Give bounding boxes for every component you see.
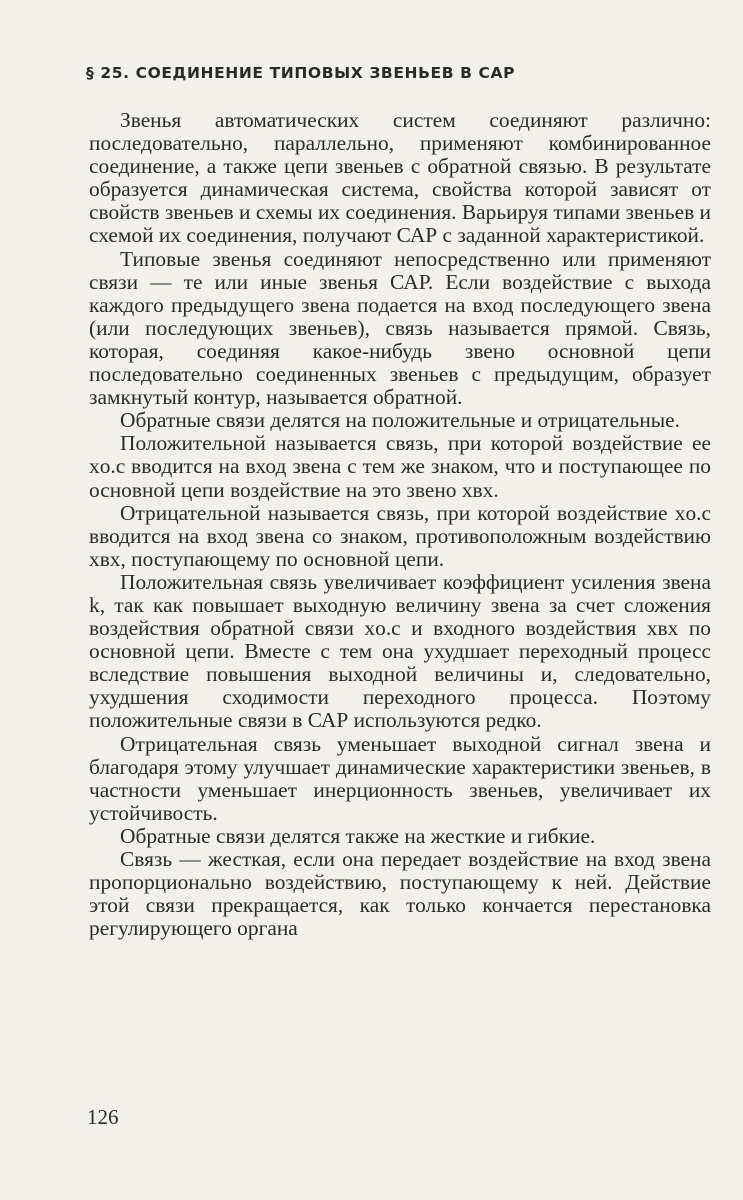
paragraph: Положительная связь увеличивает коэффициент усиления звена k, так как повышает выходную величину звена за счет сложения воздействия обратной связи xо.с и входного воздействия xвх по основной цепи. Вместе с тем она ухудшает переходный процесс вследствие повышения выходной величины и, следовательно, ухудшения сходимости переходного процесса. Поэтому положительные связи в САР используются редко. [89, 569, 711, 733]
paragraph: Типовые звенья соединяют непосредственно или применяют связи — те или иные звенья САР. Если воздействие с выхода каждого предыдущего звена подается на вход последующего звена (или последующих звеньев), связь называется прямой. Связь, которая, соединяя какое-нибудь звено основной цепи последовательно соединенных звеньев с предыдущим, образует замкнутый контур, называется обратной. [89, 246, 711, 410]
paragraph: Обратные связи делятся также на жесткие и гибкие. [120, 823, 596, 848]
paragraph: Связь — жесткая, если она передает воздействие на вход звена пропорционально воздействию, поступающему к ней. Действие этой связи прекращается, как только кончается перестановка регулирующего органа [89, 847, 711, 941]
page-number: 126 [87, 1105, 119, 1129]
paragraph: Отрицательная связь уменьшает выходной сигнал звена и благодаря этому улучшает динамические характеристики звеньев, в частности уменьшает инерционность звеньев, увеличивает их устойчивость. [89, 731, 711, 825]
section-heading: § 25. СОЕДИНЕНИЕ ТИПОВЫХ ЗВЕНЬЕВ В САР [86, 64, 516, 82]
paragraph: Отрицательной называется связь, при которой воздействие xо.с вводится на вход звена со знаком, противоположным воздействию xвх, поступающему по основной цепи. [89, 500, 711, 571]
paragraph: Положительной называется связь, при которой воздействие ее xо.с вводится на вход звена с тем же знаком, что и поступающее по основной цепи воздействие на это звено xвх. [89, 431, 711, 502]
paragraph: Обратные связи делятся на положительные и отрицательные. [120, 408, 680, 433]
paragraph: Звенья автоматических систем соединяют различно: последовательно, параллельно, применяют комбинированное соединение, а также цепи звеньев с обратной связью. В результате образуется динамическая система, свойства которой зависят от свойств звеньев и схемы их соединения. Варьируя типами звеньев и схемой их соединения, получают САР с заданной характеристикой. [89, 108, 711, 248]
body-text [89, 109, 711, 940]
